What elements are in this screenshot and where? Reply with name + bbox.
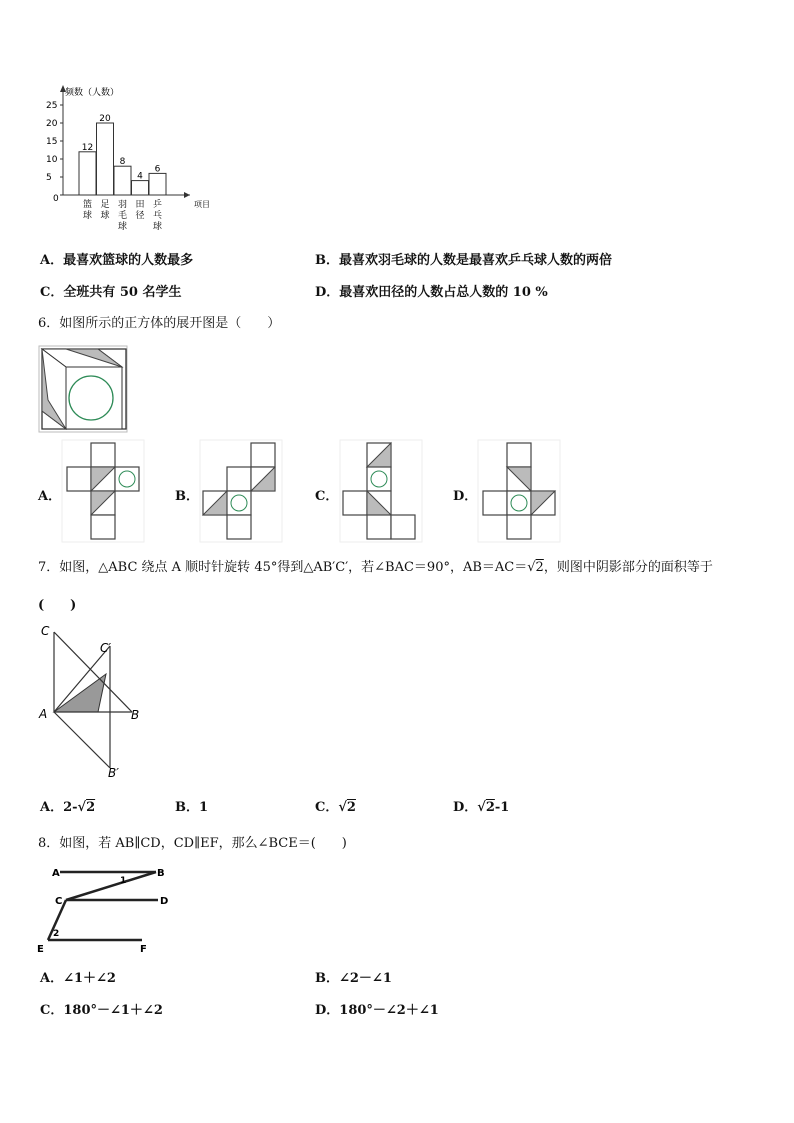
y-tick-label: 15 bbox=[46, 137, 58, 147]
angle-1-label: 1 bbox=[120, 876, 127, 886]
label-d: D bbox=[160, 896, 169, 907]
category-label: 田 bbox=[135, 200, 145, 210]
category-label: 径 bbox=[135, 211, 145, 221]
category-label: 足 bbox=[100, 200, 110, 210]
x-axis-label: 项目 bbox=[194, 200, 210, 209]
category-label: 毛 bbox=[117, 211, 128, 221]
label-b-prime: B′ bbox=[108, 766, 119, 780]
bar-chart bbox=[40, 85, 220, 240]
q6-option-c[interactable]: C． bbox=[315, 489, 339, 504]
label-b: B bbox=[157, 868, 165, 879]
label-c-prime: C′ bbox=[100, 641, 112, 655]
bar-value-label: 8 bbox=[119, 157, 126, 168]
category-label: 球 bbox=[82, 211, 93, 221]
bar bbox=[97, 123, 114, 195]
q7-stem-radicand: 2 bbox=[535, 560, 544, 575]
category-label: 篮 bbox=[82, 200, 93, 210]
q6-option-b[interactable]: B． bbox=[175, 489, 199, 504]
y-tick-label: 20 bbox=[46, 119, 58, 129]
category-label: 球 bbox=[152, 222, 163, 232]
q8-option-a[interactable]: A．∠1＋∠2 bbox=[40, 971, 116, 986]
q6-stem: 6．如图所示的正方体的展开图是（ ） bbox=[38, 316, 281, 331]
q7-stem: 7．如图，△ABC 绕点 A 顺时针旋转 45°得到△AB′C′，若∠BAC＝90°，AB＝AC＝√2，则图中阴影部分的面积等于 bbox=[38, 560, 713, 575]
net-a[interactable] bbox=[62, 440, 144, 542]
label-c: C bbox=[55, 896, 63, 907]
q8-stem: 8．如图，若 AB∥CD，CD∥EF，那么∠BCE＝( ) bbox=[38, 836, 347, 851]
q6-option-a[interactable]: A． bbox=[38, 489, 62, 504]
q6-option-d[interactable]: D． bbox=[453, 489, 478, 504]
bar bbox=[149, 173, 166, 195]
y-tick-label: 25 bbox=[46, 101, 58, 111]
bar-value-label: 20 bbox=[99, 114, 111, 124]
angle-2-label: 2 bbox=[53, 929, 60, 939]
y-tick-label: 0 bbox=[53, 194, 59, 204]
net-b[interactable] bbox=[200, 440, 282, 542]
q7-option-b[interactable]: B．1 bbox=[175, 800, 209, 815]
parallel-lines-figure bbox=[36, 862, 176, 954]
bar-value-label: 4 bbox=[137, 171, 143, 182]
x-axis-arrow bbox=[184, 192, 190, 198]
q5-option-b[interactable]: B．最喜欢羽毛球的人数是最喜欢乒乓球人数的两倍 bbox=[315, 253, 612, 268]
bar bbox=[79, 152, 96, 195]
cube-figure bbox=[38, 345, 130, 433]
category-label: 球 bbox=[100, 211, 110, 221]
category-label: 球 bbox=[117, 222, 128, 232]
label-f: F bbox=[140, 944, 147, 955]
label-a: A bbox=[39, 707, 48, 721]
label-a: A bbox=[52, 868, 60, 879]
bar bbox=[132, 181, 149, 195]
category-label: 乒 bbox=[152, 200, 163, 210]
q8-option-c[interactable]: C．180°－∠1＋∠2 bbox=[40, 1003, 163, 1018]
q7-option-c[interactable]: C．√2 bbox=[315, 800, 356, 815]
y-axis-label: 频数（人数） bbox=[65, 88, 120, 98]
q7-option-d[interactable]: D．√2-1 bbox=[453, 800, 510, 815]
q5-option-c[interactable]: C．全班共有 50 名学生 bbox=[40, 285, 182, 300]
rotation-figure bbox=[36, 622, 156, 780]
q8-option-d[interactable]: D．180°－∠2＋∠1 bbox=[315, 1003, 439, 1018]
q5-option-a[interactable]: A．最喜欢篮球的人数最多 bbox=[40, 253, 194, 268]
q7-paren: ( ) bbox=[38, 598, 77, 613]
category-label: 乓 bbox=[152, 211, 163, 221]
y-tick-label: 5 bbox=[46, 173, 52, 183]
q7-option-a[interactable]: A．2-√2 bbox=[40, 800, 96, 815]
bar bbox=[114, 166, 131, 195]
category-label: 羽 bbox=[117, 200, 128, 210]
bar-value-label: 6 bbox=[154, 164, 161, 175]
q8-option-b[interactable]: B．∠2－∠1 bbox=[315, 971, 392, 986]
bar-value-label: 12 bbox=[81, 142, 94, 153]
label-e: E bbox=[37, 944, 44, 955]
net-d[interactable] bbox=[478, 440, 560, 542]
label-b: B bbox=[131, 708, 140, 722]
y-tick-label: 10 bbox=[46, 155, 58, 165]
q5-option-d[interactable]: D．最喜欢田径的人数占总人数的 10 % bbox=[315, 285, 548, 300]
net-c[interactable] bbox=[340, 440, 422, 542]
label-c: C bbox=[41, 624, 50, 638]
